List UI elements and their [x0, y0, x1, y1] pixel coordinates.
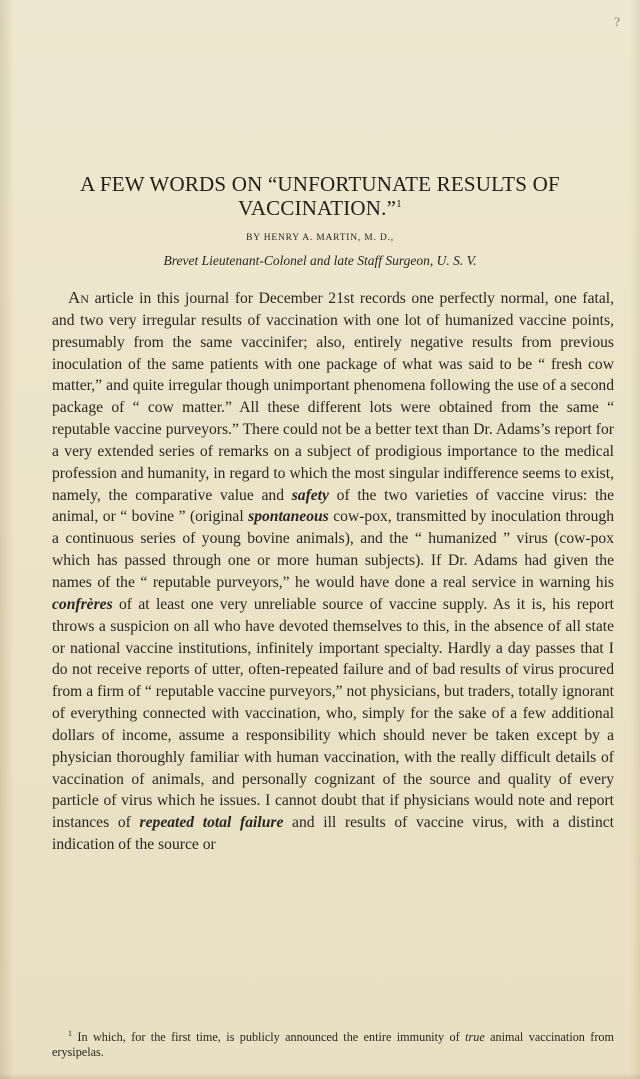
page-bottom-edge — [0, 1073, 640, 1079]
body-text-1: article in this journal for December 21st records one perfectly normal, one fatal, and two very irregular results of vaccination with one lot of humanized vaccine points, presumably from the same vaccinifer; also, entirely negative results from previous inoculation of the same patients with one package of what was said to be “ fresh cow matter,” and quite irregular though unimportant phenomena following the use of a second package of “ cow matter.” All these different lots were obtained from the same “ reputable vaccine purveyors.” There could not be a better text than Dr. Adams’s report for a very extended series of remarks on a subject of prodigious importance to the medical profession and humanity, in regard to which the most singular indifference seems to exist, namely, the comparative value and — [52, 290, 614, 504]
emphasis-safety: safety — [291, 486, 329, 504]
author-byline: BY HENRY A. MARTIN, M. D., — [246, 233, 394, 243]
footnote-text-2: animal vaccination from erysipelas. — [52, 1030, 614, 1059]
lead-word: An — [68, 288, 89, 307]
title-footnote-marker: 1 — [396, 198, 402, 210]
page-number: ? — [614, 14, 620, 29]
article-title-text: A FEW WORDS ON “UNFORTUNATE RESULTS OF VACCINATION.” — [80, 172, 560, 220]
emphasis-confreres: confrères — [52, 595, 113, 613]
footnote-emphasis-true: true — [465, 1030, 485, 1044]
emphasis-repeated-total-failure: repeated total failure — [139, 814, 284, 832]
article-body — [52, 287, 614, 856]
body-text-5: and ill results of vaccine virus, with a distinct indication of the source or — [52, 814, 615, 854]
body-text-4: of at least one very unreliable source of vaccine supply. As it is, his report throws a suspicion on all who have devoted themselves to this, in the absence of all state or national vaccine institutions, infinitely important specialty. Hardly a day passes that I do not receive reports of utter, often-repeated failure and of bad results of virus procured from a firm of “ reputable vaccine purveyors,” not physicians, but traders, totally ignorant of everything connected with vaccination, who, simply for the sake of a few additional dollars of income, assume a responsibility which should never be taken except by a physician thoroughly familiar with human vaccination, with the really difficult details of vaccination of animals, and personally cognizant of the source and quality of every particle of virus which he issues. I cannot doubt that if physicians would note and report instances of — [52, 595, 614, 832]
author-rank: Brevet Lieutenant-Colonel and late Staff Surgeon, U. S. V. — [163, 253, 477, 268]
footnote-text-1: In which, for the first time, is publicly announced the entire immunity of — [72, 1030, 466, 1044]
footnote-marker: 1 — [68, 1028, 72, 1038]
article-title — [20, 172, 620, 220]
footnote — [52, 1030, 614, 1060]
body-text-2: of the two varieties of vaccine virus: the animal, or “ bovine ” (original — [52, 486, 614, 526]
emphasis-spontaneous: spontaneous — [248, 508, 329, 526]
body-text-3: cow-pox, transmitted by inoculation through a continuous series of young bovine animals), and the “ humanized ” virus (cow-pox which has passed through one or more human subjects). If Dr. Adams had given the names of the “ reputable purveyors,” he would have done a real service in warning his — [52, 508, 614, 591]
